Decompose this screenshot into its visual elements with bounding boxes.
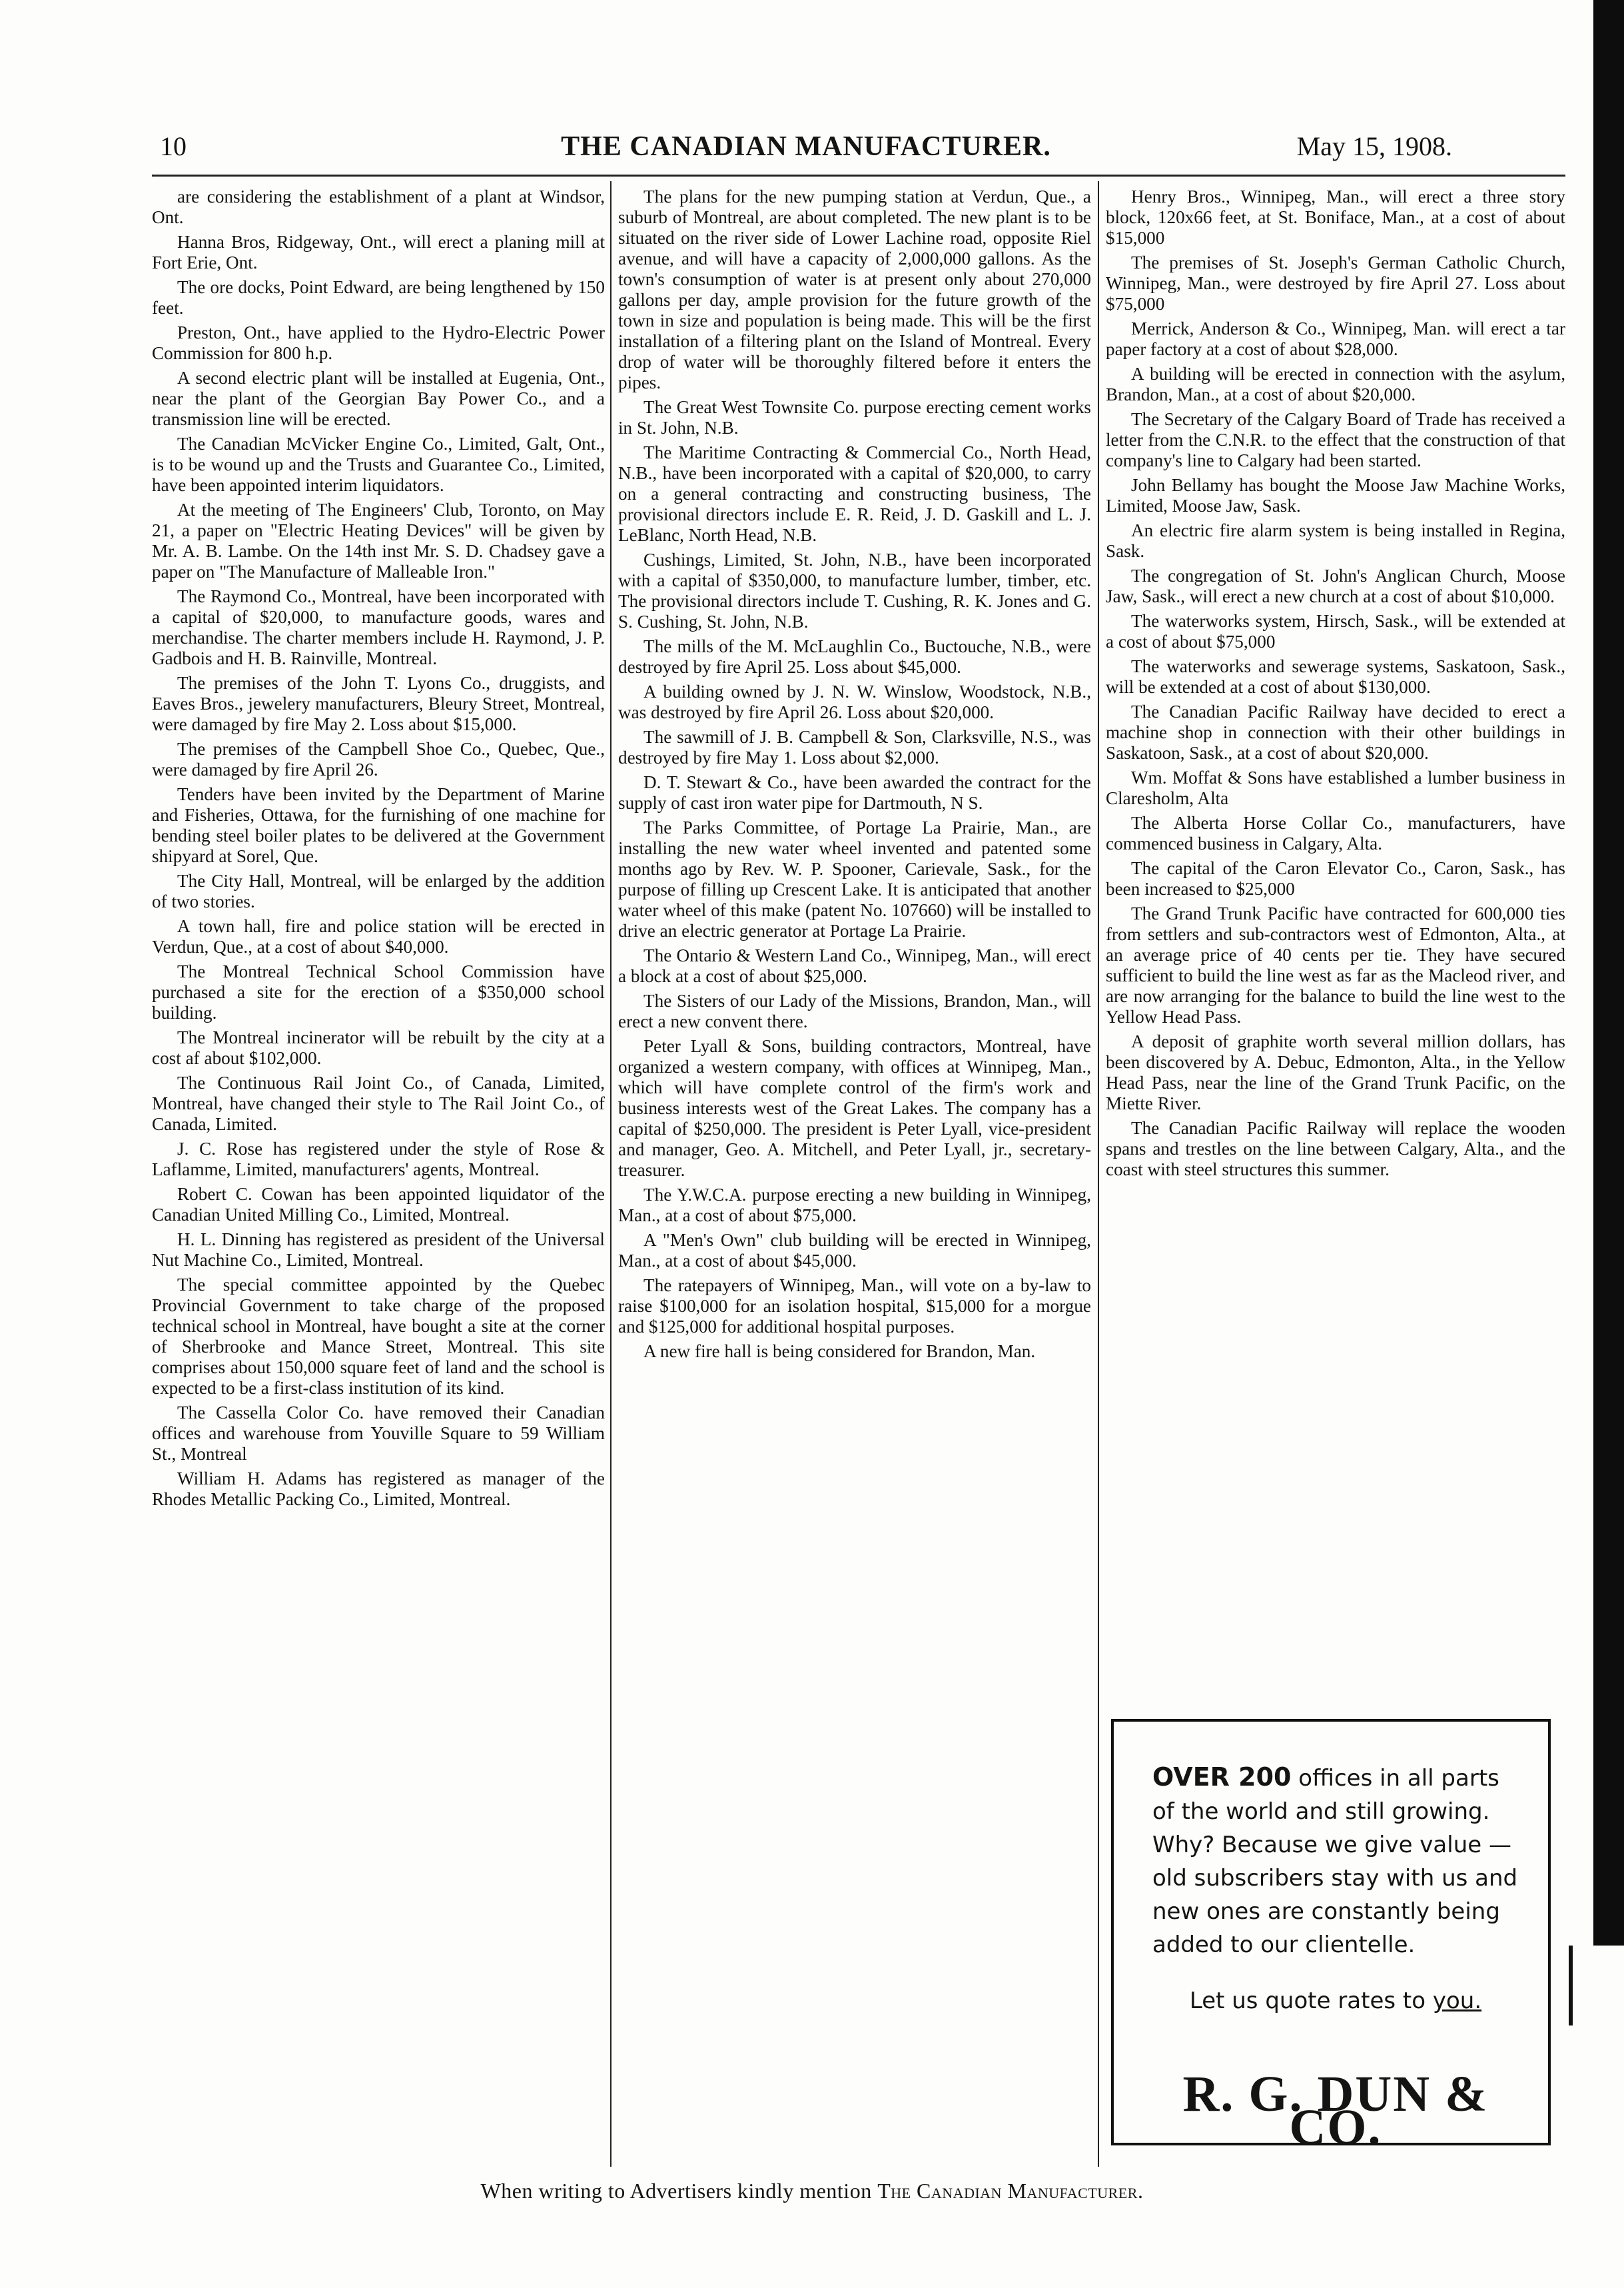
news-item: Preston, Ont., have applied to the Hydro-Electric Power Commission for 800 h.p. xyxy=(152,322,605,363)
news-item: The Continuous Rail Joint Co., of Canada, Limited, Montreal, have changed their style to The Rail Joint Co., of Canada, Limited. xyxy=(152,1073,605,1134)
news-item: A building owned by J. N. W. Winslow, Woodstock, N.B., was destroyed by fire April 26. Loss about $20,000. xyxy=(618,682,1091,722)
page-footer xyxy=(0,2179,1624,2203)
news-item: The congregation of St. John's Anglican Church, Moose Jaw, Sask., will erect a new church at a cost of about $10,000. xyxy=(1106,566,1565,606)
news-item: The Canadian McVicker Engine Co., Limited, Galt, Ont., is to be wound up and the Trusts and Guarantee Co., Limited, have been appointed interim liquidators. xyxy=(152,434,605,495)
page-number: 10 xyxy=(160,131,187,161)
news-item: The special committee appointed by the Quebec Provincial Government to take charge of the proposed technical school in Montreal, have bought a site at the corner of Sherbrooke and Mance Street, Montreal. This site comprises about 150,000 square feet of land and the school is expected to be a first-class institution of its kind. xyxy=(152,1275,605,1398)
news-item: Tenders have been invited by the Department of Marine and Fisheries, Ottawa, for the furnishing of one machine for bending steel boiler plates to be delivered at the Government shipyard at Sorel, Que. xyxy=(152,784,605,866)
news-item: The ratepayers of Winnipeg, Man., will vote on a by-law to raise $100,000 for an isolation hospital, $15,000 for a morgue and $125,000 for additional hospital purposes. xyxy=(618,1275,1091,1337)
news-item: Henry Bros., Winnipeg, Man., will erect a three story block, 120x66 feet, at St. Boniface, Man., at a cost of about $15,000 xyxy=(1106,187,1565,248)
page-header xyxy=(160,131,1452,171)
news-item: The waterworks and sewerage systems, Saskatoon, Sask., will be extended at a cost of about $130,000. xyxy=(1106,656,1565,697)
news-item: The Canadian Pacific Railway have decided to erect a machine shop in connection with their other buildings in Saskatoon, Sask., at a cost of about $20,000. xyxy=(1106,702,1565,763)
advertisement-box xyxy=(1111,1719,1551,2155)
news-item: The premises of the John T. Lyons Co., druggists, and Eaves Bros., jewelery manufacturers, Bleury Street, Montreal, were damaged by fire May 2. Loss about $15,000. xyxy=(152,673,605,734)
column-3 xyxy=(1106,187,1565,1184)
ad-lead: OVER 200 xyxy=(1152,1762,1292,1792)
scan-edge xyxy=(1593,0,1624,1946)
news-item: A "Men's Own" club building will be erected in Winnipeg, Man., at a cost of about $45,000. xyxy=(618,1230,1091,1271)
news-item: At the meeting of The Engineers' Club, Toronto, on May 21, a paper on "Electric Heating Devices" will be given by Mr. A. B. Lambe. On the 14th inst Mr. S. D. Chadsey gave a paper on "The Manufacture of Malleable Iron." xyxy=(152,500,605,582)
news-item: Peter Lyall & Sons, building contractors, Montreal, have organized a western company, with offices at Winnipeg, Man., which will have complete control of the firm's work and business interests west of the Great Lakes. The company has a capital of $250,000. The president is Peter Lyall, vice-president and manager, Geo. A. Mitchell, and Peter Lyall, jr., secretary-treasurer. xyxy=(618,1036,1091,1180)
news-item: The Y.W.C.A. purpose erecting a new building in Winnipeg, Man., at a cost of about $75,000. xyxy=(618,1185,1091,1225)
footer-publication: The Canadian Manufacturer. xyxy=(877,2179,1144,2203)
column-2 xyxy=(618,187,1091,1366)
news-item: The sawmill of J. B. Campbell & Son, Clarksville, N.S., was destroyed by fire May 1. Loss about $2,000. xyxy=(618,727,1091,768)
news-item: D. T. Stewart & Co., have been awarded the contract for the supply of cast iron water pipe for Dartmouth, N S. xyxy=(618,772,1091,813)
news-item: J. C. Rose has registered under the style of Rose & Laflamme, Limited, manufacturers' agents, Montreal. xyxy=(152,1139,605,1179)
ad-body xyxy=(1152,1760,1519,1962)
news-item: The Secretary of the Calgary Board of Trade has received a letter from the C.N.R. to the effect that the construction of that company's line to Calgary had been started. xyxy=(1106,409,1565,470)
ad-cta xyxy=(1152,1984,1519,2017)
news-item: John Bellamy has bought the Moose Jaw Machine Works, Limited, Moose Jaw, Sask. xyxy=(1106,475,1565,516)
ad-cta-emphasis: you. xyxy=(1432,1988,1482,2014)
news-item: The waterworks system, Hirsch, Sask., will be extended at a cost of about $75,000 xyxy=(1106,611,1565,652)
header-rule xyxy=(152,175,1565,177)
news-item: A new fire hall is being considered for Brandon, Man. xyxy=(643,1341,1036,1361)
news-item: Cushings, Limited, St. John, N.B., have been incorporated with a capital of $350,000, to manufacture lumber, timber, etc. The provisional directors include T. Cushing, R. K. Jones and G. S. Cushing, St. John, N.B. xyxy=(618,550,1091,632)
news-item: The Ontario & Western Land Co., Winnipeg, Man., will erect a block at a cost of about $25,000. xyxy=(618,945,1091,986)
column-1 xyxy=(152,187,605,1514)
news-item: The Maritime Contracting & Commercial Co., North Head, N.B., have been incorporated with a capital of $20,000, to carry on a general contracting and constructing business, The provisional directors include E. R. Reid, J. D. Gaskill and L. J. LeBlanc, North Head, N.B. xyxy=(618,442,1091,545)
column-rule-2 xyxy=(1098,181,1099,2167)
news-item: The plans for the new pumping station at Verdun, Que., a suburb of Montreal, are about completed. The new plant is to be situated on the river side of Lower Lachine road, opposite Riel avenue, and will have a capacity of 2,000,000 gallons. As the town's consumption of water is at present only about 270,000 gallons per day, ample provision for the future growth of the town in size and population is being made. This will be the first installation of a filtering plant on the Island of Montreal. Every drop of water will be thoroughly filtered before it enters the pipes. xyxy=(618,187,1091,392)
news-item: H. L. Dinning has registered as president of the Universal Nut Machine Co., Limited, Montreal. xyxy=(152,1229,605,1270)
news-item: The Montreal Technical School Commission have purchased a site for the erection of a $350,000 school building. xyxy=(152,961,605,1023)
news-item: The premises of the Campbell Shoe Co., Quebec, Que., were damaged by fire April 26. xyxy=(152,739,605,780)
news-item: The City Hall, Montreal, will be enlarged by the addition of two stories. xyxy=(152,871,605,911)
news-item: The Great West Townsite Co. purpose erecting cement works in St. John, N.B. xyxy=(618,397,1091,438)
ad-brand: R. G. DUN & CO. xyxy=(1182,2066,1489,2155)
news-item: Hanna Bros, Ridgeway, Ont., will erect a planing mill at Fort Erie, Ont. xyxy=(152,232,605,273)
news-item: A second electric plant will be installed at Eugenia, Ont., near the plant of the Georgian Bay Power Co., and a transmission line will be erected. xyxy=(152,368,605,429)
ad-cta-text: Let us quote rates to xyxy=(1189,1988,1426,2014)
news-item: The premises of St. Joseph's German Catholic Church, Winnipeg, Man., were destroyed by fire April 27. Loss about $75,000 xyxy=(1106,253,1565,314)
news-item: A deposit of graphite worth several million dollars, has been discovered by A. Debuc, Edmonton, Alta., in the Yellow Head Pass, near the line of the Grand Trunk Pacific, on the Miette River. xyxy=(1106,1031,1565,1113)
news-item: are considering the establishment of a plant at Windsor, Ont. xyxy=(152,187,605,227)
news-item: A building will be erected in connection with the asylum, Brandon, Man., at a cost of about $20,000. xyxy=(1106,364,1565,404)
news-item: The Raymond Co., Montreal, have been incorporated with a capital of $20,000, to manufacture goods, wares and merchandise. The charter members include H. Raymond, J. P. Gadbois and H. B. Rainville, Montreal. xyxy=(152,586,605,668)
news-item: A town hall, fire and police station will be erected in Verdun, Que., at a cost of about $40,000. xyxy=(152,916,605,957)
news-item: The ore docks, Point Edward, are being lengthened by 150 feet. xyxy=(152,277,605,318)
news-item: The mills of the M. McLaughlin Co., Buctouche, N.B., were destroyed by fire April 25. Loss about $45,000. xyxy=(618,636,1091,677)
news-item: Robert C. Cowan has been appointed liquidator of the Canadian United Milling Co., Limited, Montreal. xyxy=(152,1184,605,1225)
news-item: The Montreal incinerator will be rebuilt by the city at a cost af about $102,000. xyxy=(152,1027,605,1068)
news-item: William H. Adams has registered as manager of the Rhodes Metallic Packing Co., Limited, Montreal. xyxy=(152,1468,605,1509)
journal-title: THE CANADIAN MANUFACTURER. xyxy=(561,131,1051,162)
footer-text: When writing to Advertisers kindly mention xyxy=(480,2179,872,2203)
news-item: The capital of the Caron Elevator Co., Caron, Sask., has been increased to $25,000 xyxy=(1106,858,1565,899)
margin-mark xyxy=(1569,1946,1573,2025)
news-item: Wm. Moffat & Sons have established a lumber business in Claresholm, Alta xyxy=(1106,768,1565,808)
news-item: An electric fire alarm system is being installed in Regina, Sask. xyxy=(1106,520,1565,561)
news-item: The Canadian Pacific Railway will replace the wooden spans and trestles on the line between Calgary, Alta., and the coast with steel structures this summer. xyxy=(1106,1118,1565,1179)
news-item: The Parks Committee, of Portage La Prairie, Man., are installing the new water wheel invented and patented some months ago by Rev. W. P. Spooner, Carievale, Sask., for the purpose of filling up Crescent Lake. It is anticipated that another water wheel of this make (patent No. 107660) will be installed to drive an electric generator at Portage La Prairie. xyxy=(618,818,1091,941)
news-item: The Cassella Color Co. have removed their Canadian offices and warehouse from Youville Square to 59 William St., Montreal xyxy=(152,1403,605,1464)
news-item: The Grand Trunk Pacific have contracted for 600,000 ties from settlers and sub-contractors west of Edmonton, Alta., at an average price of 40 cents per tie. They have secured sufficient to build the line west as far as the Macleod river, and are now arranging for the balance to build the line west to the Yellow Head Pass. xyxy=(1106,903,1565,1027)
news-item: The Sisters of our Lady of the Missions, Brandon, Man., will erect a new convent there. xyxy=(618,991,1091,1031)
news-item: Merrick, Anderson & Co., Winnipeg, Man. will erect a tar paper factory at a cost of about $28,000. xyxy=(1106,318,1565,359)
column-rule-1 xyxy=(610,181,611,2167)
news-item: The Alberta Horse Collar Co., manufacturers, have commenced business in Calgary, Alta. xyxy=(1106,813,1565,854)
ad-text: offices in all parts of the world and still growing. Why? Because we give value — old subscribers stay with us and new ones are constantly being added to our clientelle. xyxy=(1152,1765,1518,1958)
issue-date: May 15, 1908. xyxy=(1296,131,1452,161)
